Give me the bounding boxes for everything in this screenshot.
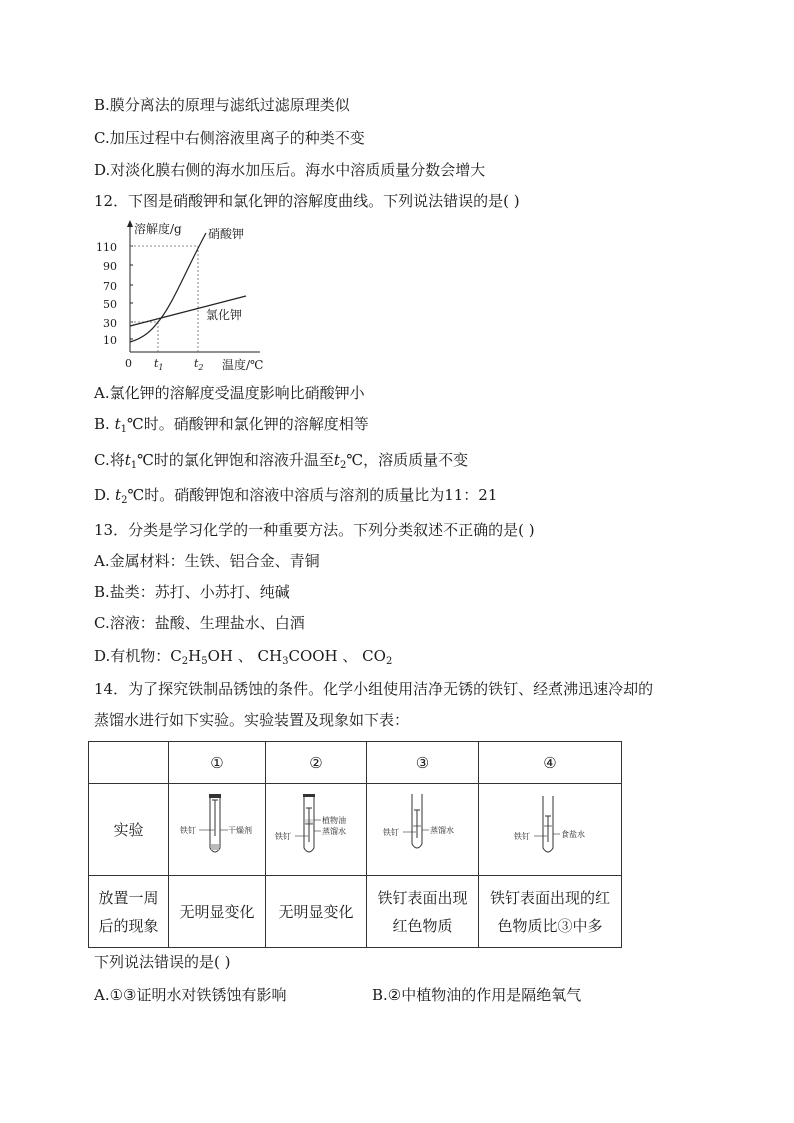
legend-kno3: 硝酸钾 bbox=[208, 227, 245, 241]
tube-2-nail-label: 铁钉 bbox=[275, 832, 291, 841]
q12-option-a: A.氯化钾的溶解度受温度影响比硝酸钾小 bbox=[94, 384, 365, 402]
table-header-empty bbox=[89, 742, 169, 784]
table-row-result bbox=[89, 876, 622, 948]
y-tick-10: 10 bbox=[103, 334, 117, 347]
y-axis-label: 溶解度/g bbox=[134, 222, 182, 236]
legend-kcl: 氯化钾 bbox=[206, 308, 243, 322]
result-3: 铁钉表面出现 红色物质 bbox=[367, 876, 479, 948]
origin-label: 0 bbox=[125, 357, 132, 370]
tube-3-water-label: 蒸馏水 bbox=[429, 826, 454, 835]
series-kno3-line bbox=[130, 233, 206, 342]
q14-stem-line2: 蒸馏水进行如下实验。实验装置及现象如下表： bbox=[94, 711, 410, 729]
tube-4-cell bbox=[479, 784, 622, 876]
q13-option-a: A.金属材料：生铁、铝合金、青铜 bbox=[94, 552, 320, 570]
tube-4-diagram bbox=[481, 786, 619, 864]
table-header-1: ① bbox=[169, 742, 266, 784]
x-tick-t2: $t_2$ bbox=[194, 357, 204, 372]
row-label-result: 放置一周 后的现象 bbox=[89, 876, 169, 948]
tube-2-cell bbox=[266, 784, 367, 876]
q14-option-b: B.②中植物油的作用是隔绝氧气 bbox=[372, 986, 582, 1004]
q12-option-d: D. $t_2℃$时。硝酸钾饱和溶液中溶质与溶剂的质量比为11：21 bbox=[94, 486, 498, 506]
y-tick-70: 70 bbox=[103, 280, 117, 293]
q11-option-b: B.膜分离法的原理与滤纸过滤原理类似 bbox=[94, 96, 350, 114]
y-tick-30: 30 bbox=[103, 317, 117, 330]
table-row-experiment bbox=[89, 784, 622, 876]
tube-3-nail-label: 铁钉 bbox=[382, 828, 399, 837]
x-tick-t1: $t_1$ bbox=[154, 357, 164, 372]
result-4: 铁钉表面出现的红 色物质比③中多 bbox=[479, 876, 622, 948]
tube-1-desiccant-label: 干燥剂 bbox=[228, 826, 252, 835]
q13-stem: 13．分类是学习化学的一种重要方法。下列分类叙述不正确的是( ) bbox=[94, 521, 535, 539]
table-header-3: ③ bbox=[367, 742, 479, 784]
q13-option-c: C.溶液：盐酸、生理盐水、白酒 bbox=[94, 614, 305, 632]
q14-question: 下列说法错误的是( ) bbox=[94, 953, 231, 971]
tube-3-diagram bbox=[369, 786, 477, 864]
q11-option-d: D.对淡化膜右侧的海水加压后。海水中溶质质量分数会增大 bbox=[94, 161, 486, 179]
q12-option-c: C.将$t_1℃$时的氯化钾饱和溶液升温至$t_2℃$，溶质质量不变 bbox=[94, 451, 469, 471]
q14-option-a: A.①③证明水对铁锈蚀有影响 bbox=[94, 986, 287, 1004]
row-label-experiment: 实验 bbox=[89, 784, 169, 876]
tube-4-saltwater-label: 食盐水 bbox=[561, 830, 585, 839]
tube-1-cell bbox=[169, 784, 266, 876]
q13-option-b: B.盐类：苏打、小苏打、纯碱 bbox=[94, 583, 290, 601]
tube-3-cell bbox=[367, 784, 479, 876]
y-tick-110: 110 bbox=[96, 241, 117, 254]
q12-option-b: B. $t_1℃$时。硝酸钾和氯化钾的溶解度相等 bbox=[94, 415, 369, 435]
table-header-4: ④ bbox=[479, 742, 622, 784]
q11-option-c: C.加压过程中右侧溶液里离子的种类不变 bbox=[94, 129, 365, 147]
tube-1-diagram bbox=[170, 786, 264, 864]
y-axis-arrow bbox=[127, 220, 133, 227]
q12-stem: 12．下图是硝酸钾和氯化钾的溶解度曲线。下列说法错误的是( ) bbox=[94, 192, 520, 210]
tube-4-nail-label: 铁钉 bbox=[514, 832, 530, 841]
q13-option-d: D.有机物：$C_2H_5OH$ 、 $CH_3COOH$ 、 $CO_2$ bbox=[94, 647, 393, 667]
tube-2-diagram bbox=[267, 786, 365, 864]
q14-stem-line1: 14．为了探究铁制品锈蚀的条件。化学小组使用洁净无锈的铁钉、经煮沸迅速冷却的 bbox=[94, 680, 654, 698]
solubility-chart bbox=[94, 218, 274, 374]
result-1: 无明显变化 bbox=[169, 876, 266, 948]
tube-2-water-label: 蒸馏水 bbox=[322, 827, 346, 836]
experiment-table bbox=[88, 741, 622, 948]
y-tick-50: 50 bbox=[103, 298, 117, 311]
table-header-row bbox=[89, 742, 622, 784]
tube-2-oil-label: 植物油 bbox=[322, 816, 346, 825]
result-2: 无明显变化 bbox=[266, 876, 367, 948]
x-axis-label: 温度/℃ bbox=[222, 358, 264, 372]
y-tick-90: 90 bbox=[103, 260, 117, 273]
tube-1-nail-label: 铁钉 bbox=[180, 826, 196, 835]
table-header-2: ② bbox=[266, 742, 367, 784]
